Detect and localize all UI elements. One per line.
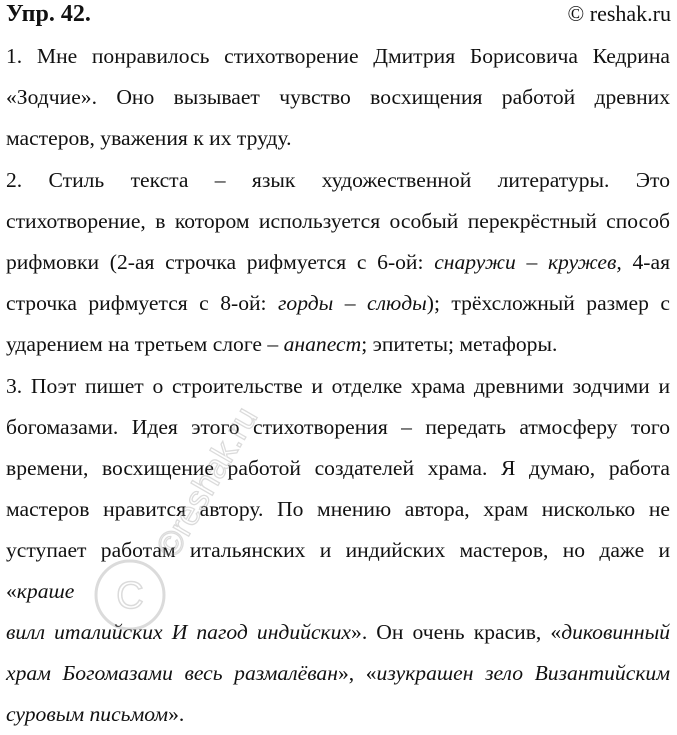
text-line — [6, 489, 670, 530]
italic-quote: изукрашен зело Византийским — [376, 661, 670, 685]
text-line — [6, 77, 670, 118]
text-line — [6, 448, 670, 489]
text-line — [6, 118, 670, 159]
copyright-notice: © reshak.ru — [567, 1, 671, 26]
text-line — [6, 283, 670, 324]
text-line — [6, 366, 670, 407]
italic-quote: снаружи – кружев, — [434, 250, 622, 274]
italic-quote: храм Богомазами весь размалёван — [6, 661, 338, 685]
text-segment: «Зодчие». Оно вызывает чувство восхищения работой древних — [6, 85, 670, 109]
text-segment: 3. Поэт пишет о строительстве и отделке храма древними зодчими и — [6, 374, 670, 398]
italic-quote: анапест — [283, 332, 362, 356]
text-segment: уступает работам итальянских и индийских мастеров, но даже и « — [6, 538, 670, 603]
text-segment: стихотворение, в котором используется особый перекрёстный способ — [6, 209, 670, 233]
text-segment: ударением на третьем слоге – — [6, 332, 284, 356]
text-line — [6, 694, 670, 735]
text-segment: », « — [337, 661, 377, 685]
text-line — [6, 242, 670, 283]
svg-text:C: C — [116, 575, 144, 617]
text-line — [6, 36, 670, 77]
text-line — [6, 653, 670, 694]
text-segment: мастеров, уважения к их труду. — [6, 126, 292, 150]
italic-quote: краше — [16, 579, 75, 603]
text-segment: 2. Стиль текста – язык художественной литературы. Это — [6, 168, 670, 192]
text-segment: ». — [168, 702, 185, 726]
page-header — [6, 0, 671, 30]
text-segment: строчка рифмуется с 8-ой: — [6, 291, 278, 315]
text-segment: мастеров нравится автору. По мнению автора, храм нисколько не — [6, 497, 670, 521]
text-segment: ); трёхсложный размер с — [426, 291, 670, 315]
italic-quote: горды – слюды — [278, 291, 427, 315]
text-segment: ; эпитеты; метафоры. — [361, 332, 558, 356]
italic-quote: вилл италийских И пагод индийских — [6, 620, 352, 644]
paragraph-3 — [6, 366, 670, 735]
italic-quote: диковинный — [561, 620, 670, 644]
italic-quote: суровым письмом — [6, 702, 169, 726]
text-line — [6, 530, 670, 612]
paragraph-1 — [6, 36, 670, 159]
text-line — [6, 160, 670, 201]
text-line — [6, 612, 670, 653]
text-line — [6, 201, 670, 242]
text-segment: рифмовки (2-ая строчка рифмуется с 6-ой: — [6, 250, 435, 274]
text-line — [6, 407, 670, 448]
svg-text:©reshak.ru: ©reshak.ru — [149, 400, 266, 564]
text-line — [6, 324, 670, 365]
text-segment: богомазами. Идея этого стихотворения – передать атмосферу того — [6, 415, 670, 439]
text-segment: 1. Мне понравилось стихотворение Дмитрия Борисовича Кедрина — [6, 44, 670, 68]
exercise-title: Упр. 42. — [6, 1, 91, 27]
text-segment: 4-ая — [621, 250, 670, 274]
text-segment: ». Он очень красив, « — [351, 620, 562, 644]
text-segment: времени, восхищение работой создателей храма. Я думаю, работа — [6, 456, 670, 480]
paragraph-2 — [6, 160, 670, 365]
